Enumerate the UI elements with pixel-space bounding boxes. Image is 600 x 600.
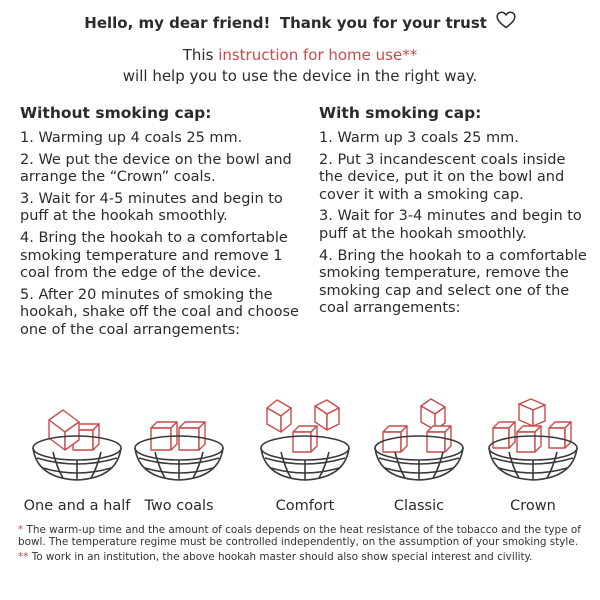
footnote-1-text: The warm-up time and the amount of coals depends on the heat resistance of the tobacco and the type of bowl. The temperature regime must be controlled independently, on the assumption of your smoking style. (18, 524, 581, 549)
bowl-comfort-icon (255, 398, 355, 488)
arrangement-label: Crown (510, 498, 556, 514)
intro-prefix: This (182, 46, 219, 64)
with-cap-step-1: 1. Warm up 3 coals 25 mm. (319, 130, 519, 146)
bowl-crown-icon (483, 398, 583, 488)
heart-outline-icon (496, 11, 516, 33)
footnote-1-mark: * (18, 524, 24, 536)
without-cap-step-4: 4. Bring the hookah to a comfortable smoking temperature and remove 1 coal from the edge of the device. (20, 229, 288, 282)
bowl-two-coals-icon (129, 398, 229, 488)
arrangement-label: Classic (393, 498, 445, 514)
thanks-text: Thank you for your trust (279, 14, 487, 32)
greeting-text: Hello, my dear friend! (84, 14, 271, 32)
bowl-one-and-a-half-icon (27, 398, 127, 488)
footnotes (18, 524, 588, 565)
header (0, 14, 600, 33)
with-cap-section (319, 104, 591, 322)
intro (0, 45, 600, 87)
footnote-1 (18, 524, 588, 549)
bowl-classic-icon (369, 398, 469, 488)
intro-line-1 (0, 45, 600, 66)
arrangement-classic (364, 398, 474, 514)
arrangement-comfort (250, 398, 360, 514)
arrangement-two-coals (124, 398, 234, 514)
without-cap-title: Without smoking cap: (20, 104, 212, 122)
intro-line-2: will help you to use the device in the right way. (122, 67, 478, 85)
footnote-2-mark: ** (18, 550, 29, 563)
footnote-2 (18, 551, 588, 563)
with-cap-step-2: 2. Put 3 incandescent coals inside the device, put it on the bowl and cover it with a smoking cap. (319, 151, 566, 203)
with-cap-title: With smoking cap: (319, 104, 482, 122)
arrangement-icons (0, 398, 600, 518)
with-cap-step-3: 3. Wait for 3-4 minutes and begin to puff at the hookah smoothly. (319, 208, 582, 242)
without-cap-step-5: 5. After 20 minutes of smoking the hookah, shake off the coal and choose one of the coal arrangements: (20, 286, 299, 338)
without-cap-step-2: 2. We put the device on the bowl and arrange the “Crown” coals. (20, 151, 292, 186)
intro-highlight: instruction for home use** (218, 46, 418, 64)
arrangement-label: One and a half (23, 498, 131, 514)
with-cap-step-4: 4. Bring the hookah to a comfortable smoking temperature, remove the smoking cap and select one of the coal arrangements: (319, 247, 587, 317)
arrangement-label: Two coals (144, 498, 214, 514)
arrangement-label: Comfort (275, 498, 335, 514)
arrangement-one-and-a-half (22, 398, 132, 514)
without-cap-section (20, 104, 310, 344)
arrangement-crown (478, 398, 588, 514)
footnote-2-text: To work in an institution, the above hookah master should also show special interest and civility. (28, 550, 533, 563)
without-cap-step-3: 3. Wait for 4-5 minutes and begin to puff at the hookah smoothly. (20, 190, 283, 225)
without-cap-step-1: 1. Warming up 4 coals 25 mm. (20, 130, 243, 146)
